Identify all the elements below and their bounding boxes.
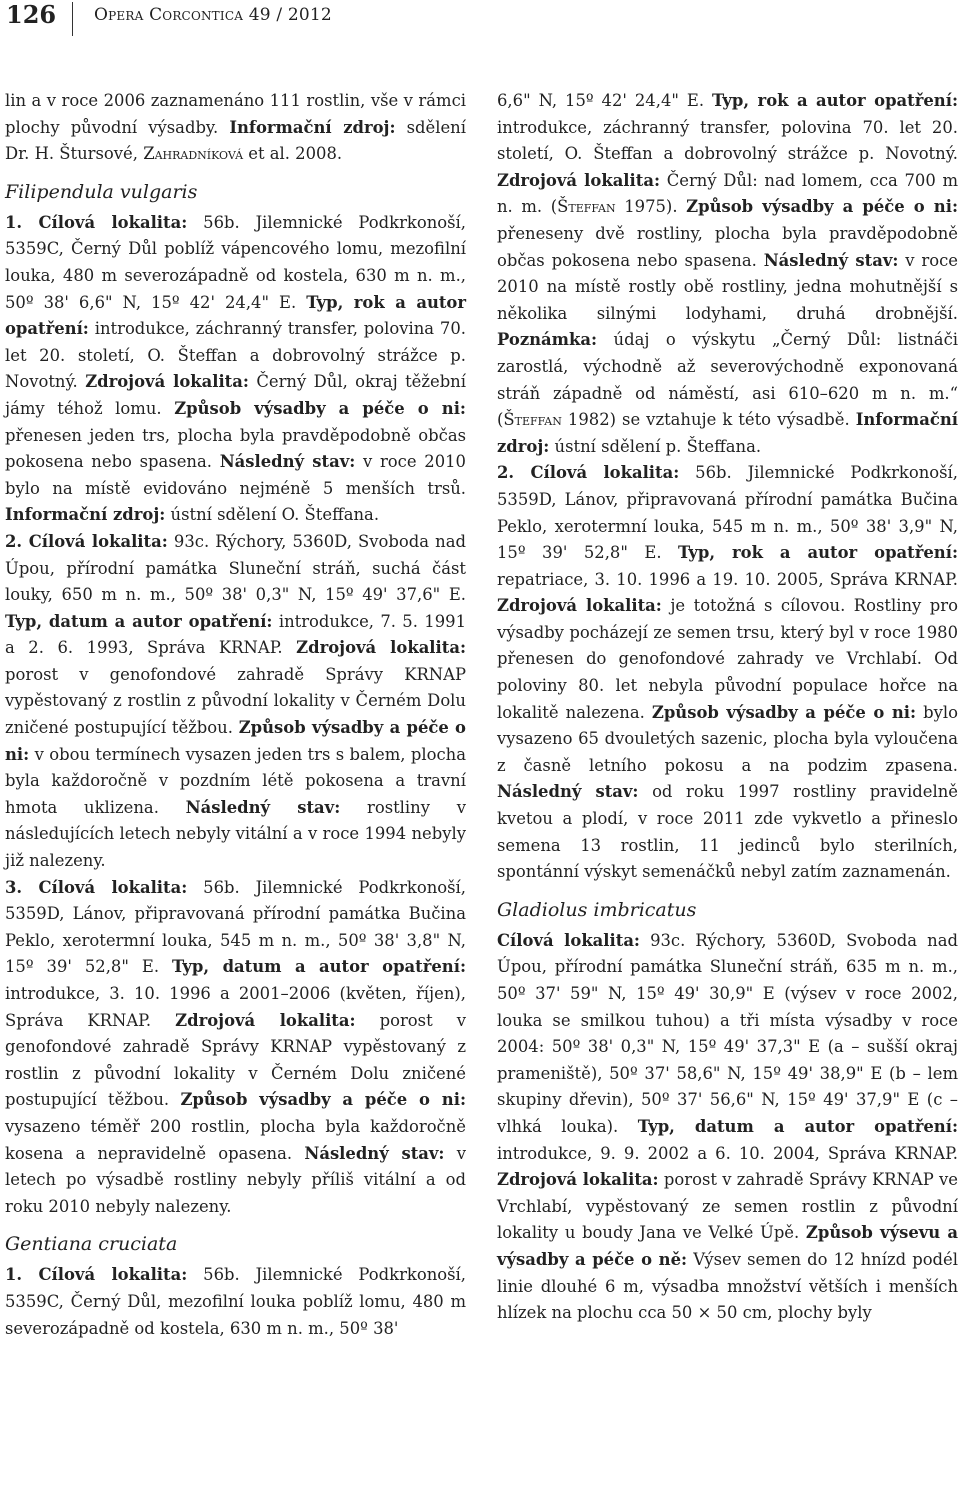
field-text: 1982) se vztahuje k této výsadbě. [567,410,850,430]
field-text: ústní sdělení O. Šteffana. [170,505,380,525]
field-label: Způsob výsadby a péče o ni: [651,702,917,722]
field-label: 3. Cílová lokalita: [5,877,188,897]
field-text: 56b. Jilemnické Podkrkonoší, 5359C, Černý Důl, mezofilní louka poblíž lomu, 480 m severozápadně od kostela, 630 m n. m., 50º 38' [5,1265,466,1338]
locality-entry [497,928,958,1327]
field-label: Typ, datum a autor opatření: [5,611,273,631]
field-text: 1975). [624,197,678,217]
field-text: 56b. Jilemnické Podkrkonoší, 5359D, Lánov, připravovaná přírodní památka Bučina Peklo, xerotermní louka, 545 m n. m., 50º 38' 3,8" N, 15º 39' 52,8" E. [5,877,466,977]
field-text: přenesen jeden trs, plocha byla pravděpodobně občas pokosena nebo spasena. [5,425,466,472]
field-label: Zdrojová lokalita: [497,170,661,190]
field-label: Způsob výsadby a péče o ni: [5,718,466,764]
field-text: 56b. Jilemnické Podkrkonoší, 5359C, Černý Důl poblíž vápencového lomu, mezofilní louka, 480 m severozápadně od kostela, 630 m n. m., 50º 38' 6,6" N, 15º 42' 24,4" E. [5,212,466,312]
journal-name: Opera Corcontica [94,5,244,25]
field-text: porost v zahradě Správy KRNAP ve Vrchlabí, vypěstovaný ze semen rostlin z původní lokality u boudy Jana ve Velké Úpě. [497,1170,958,1243]
field-label: Typ, datum a autor opatření: [637,1116,958,1136]
field-text: Černý Důl: nad lomem, cca 700 m n. m. ( [497,170,959,217]
field-text: introdukce, záchranný transfer, polovina 70. let 20. století, O. Šteffan a dobrovolný strážce p. Novotný. [5,319,466,392]
field-text: 6,6" N, 15º 42' 24,4" E. [497,91,705,110]
field-label: Následný stav: [763,250,899,270]
species-heading: Gladiolus imbricatus [497,898,697,921]
field-text: Šteffan [557,197,616,217]
field-label: Způsob výsadby a péče o ni: [686,197,958,217]
locality-entry [497,460,958,886]
field-text: introdukce, 9. 9. 2002 a 6. 10. 2004, Správa KRNAP. [497,1143,958,1163]
field-text: Šteffan [503,410,562,430]
field-label: Způsob výsevu a výsadby a péče o ně: [497,1223,958,1269]
field-text: sdělení Dr. H. Štursové, [5,117,466,164]
field-text: et al. 2008. [248,144,343,164]
locality-entry [5,875,466,1221]
field-label: Typ, rok a autor opatření: [678,543,958,563]
field-label: Poznámka: [497,330,598,350]
field-label: Cílová lokalita: [497,930,640,950]
field-label: Následný stav: [304,1143,445,1163]
field-text: Černý Důl, okraj těžební jámy téhož lomu. [5,372,466,418]
field-text: introdukce, 7. 5. 1991 a 2. 6. 1993, Správa KRNAP. [5,611,466,658]
field-label: Zdrojová lokalita: [175,1010,356,1030]
field-text: introdukce, záchranný transfer, polovina 70. let 20. století, O. Šteffan a dobrovolný strážce p. Novotný. [497,117,958,164]
intro-paragraph [5,88,466,168]
header-divider [72,2,73,36]
field-label: Následný stav: [219,452,356,472]
species-heading: Gentiana cruciata [5,1233,178,1256]
field-text: v obou termínech vysazen jeden trs s balem, plocha byla každoročně v pozdním létě pokosena a travní hmota uklizena. [5,744,467,817]
field-label: Způsob výsadby a péče o ni: [180,1090,466,1110]
field-text: 56b. Jilemnické Podkrkonoší, 5359D, Lánov, připravovaná přírodní památka Bučina Peklo, xerotermní louka, 545 m n. m., 50º 38' 3,9" N, 15º 39' 52,8" E. [497,463,958,563]
locality-entry-continued [497,88,958,460]
field-text: Výsev semen do 12 hnízd podél linie dlouhé 6 m, výsadba množství větších i menších hlízek na plochu cca 50 × 50 cm, plochy byly [497,1249,958,1323]
field-text: přeneseny dvě rostliny, plocha byla pravděpodobně občas pokosena nebo spasena. [497,223,958,270]
field-text: 93c. Rýchory, 5360D, Svoboda nad Úpou, přírodní památka Sluneční stráň, suchá část louky, 650 m n. m., 50º 38' 0,3" N, 15º 49' 37,6" E. [5,531,466,605]
field-label: Informační zdroj: [5,505,166,525]
journal-title [94,4,332,26]
field-label: Způsob výsadby a péče o ni: [174,398,466,418]
field-text: introdukce, 3. 10. 1996 a 2001–2006 (květen, říjen), Správa KRNAP. [5,984,466,1030]
field-label: Informační zdroj: [497,410,958,456]
species-heading: Filipendula vulgaris [5,180,198,203]
field-text: lin a v roce 2006 zaznamenáno 111 rostlin, vše v rámci plochy původní výsadby. [5,91,466,137]
field-label: Zdrojová lokalita: [296,638,467,658]
field-label: Zdrojová lokalita: [497,596,662,616]
field-text: v roce 2010 bylo na místě evidováno nejméně 5 menších trsů. [5,452,466,498]
field-label: Zdrojová lokalita: [497,1170,659,1190]
field-label: Informační zdroj: [229,117,396,137]
field-text: porost v genofondové zahradě Správy KRNAP vypěstovaný z rostlin z původní lokality v Černém Dolu zničené postupující těžbou. [5,1010,466,1110]
field-text: v roce 2010 na místě rostly obě rostliny, jedna mohutnější s několika silnými lodyhami, druhá drobnější. [497,250,958,323]
field-text: Zahradníková [143,144,244,164]
journal-issue: 49 / 2012 [248,5,332,25]
field-text: rostliny v následujících letech nebyly vitální a v roce 1994 nebyly již nalezeny. [5,797,466,871]
field-label: Následný stav: [497,782,639,802]
field-text: 93c. Rýchory, 5360D, Svoboda nad Úpou, přírodní památka Sluneční stráň, 635 m n. m., 50º 37' 59" N, 15º 49' 30,9" E (výsev v roce 2002, louka se smilkou tuhou) a tři místa výsadby v roce 2004: 50º 38' 0,3" N, 15º 49' 37,3" E (a – sušší okraj prameniště), 50º 37' 58,6" N, 15º 49' 38,9" E (b – lem skupiny dřevin), 50º 37' 56,6" N, 15º 49' 37,9" E (c – vlhká louka). [497,930,958,1136]
field-text: bylo vysazeno 65 dvouletých sazenic, plocha byla vyloučena z časně letního pokosu a na podzim zpasena. [497,702,958,775]
field-label: 2. Cílová lokalita: [5,531,168,551]
field-text: údaj o výskytu „Černý Důl: listnáči zarostlá, východně až severovýchodně exponovaná stráň západně od náměstí, asi 610–620 m n. m.“ ( [497,330,958,430]
field-text: porost v genofondové zahradě Správy KRNAP vypěstovaný z rostlin z původní lokality v Černém Dolu zničené postupující těžbou. [5,664,466,738]
field-label: Typ, datum a autor opatření: [172,957,467,977]
field-label: Následný stav: [185,797,341,817]
page-number: 126 [6,0,57,29]
locality-entry [5,210,466,529]
field-label: Typ, rok a autor opatření: [5,292,467,339]
field-text: v letech po výsadbě rostliny nebyly příliš vitální a od roku 2010 nebyly nalezeny. [5,1143,466,1216]
field-text: repatriace, 3. 10. 1996 a 19. 10. 2005, Správa KRNAP. [497,569,958,589]
locality-entry [5,1262,466,1342]
left-column [5,88,466,1342]
field-text: ústní sdělení p. Šteffana. [554,436,762,456]
locality-entry [5,529,466,875]
field-text: vysazeno téměř 200 rostlin, plocha byla každoročně kosena a nepravidelně opasena. [5,1116,466,1163]
field-label: 1. Cílová lokalita: [5,1265,188,1285]
field-label: Zdrojová lokalita: [85,372,249,392]
field-label: 2. Cílová lokalita: [497,463,680,483]
field-label: 1. Cílová lokalita: [5,212,188,232]
field-text: od roku 1997 rostliny pravidelně kvetou a plodí, v roce 2011 zde vykvetlo a přineslo semena 13 rostlin, 11 jedinců bylo sterilních, spontánní výskyt semenáčků nebyl zatím zaznamenán. [497,782,958,882]
page-header [0,0,960,46]
right-column [497,88,958,1327]
field-label: Typ, rok a autor opatření: [712,91,958,110]
field-text: je totožná s cílovou. Rostliny pro výsadby pocházejí ze semen trsu, který byl v roce 1980 přenesen do genofondové zahrady ve Vrchlabí. Od poloviny 80. let nebyla původní populace hořce na lokalitě nalezena. [497,596,958,722]
